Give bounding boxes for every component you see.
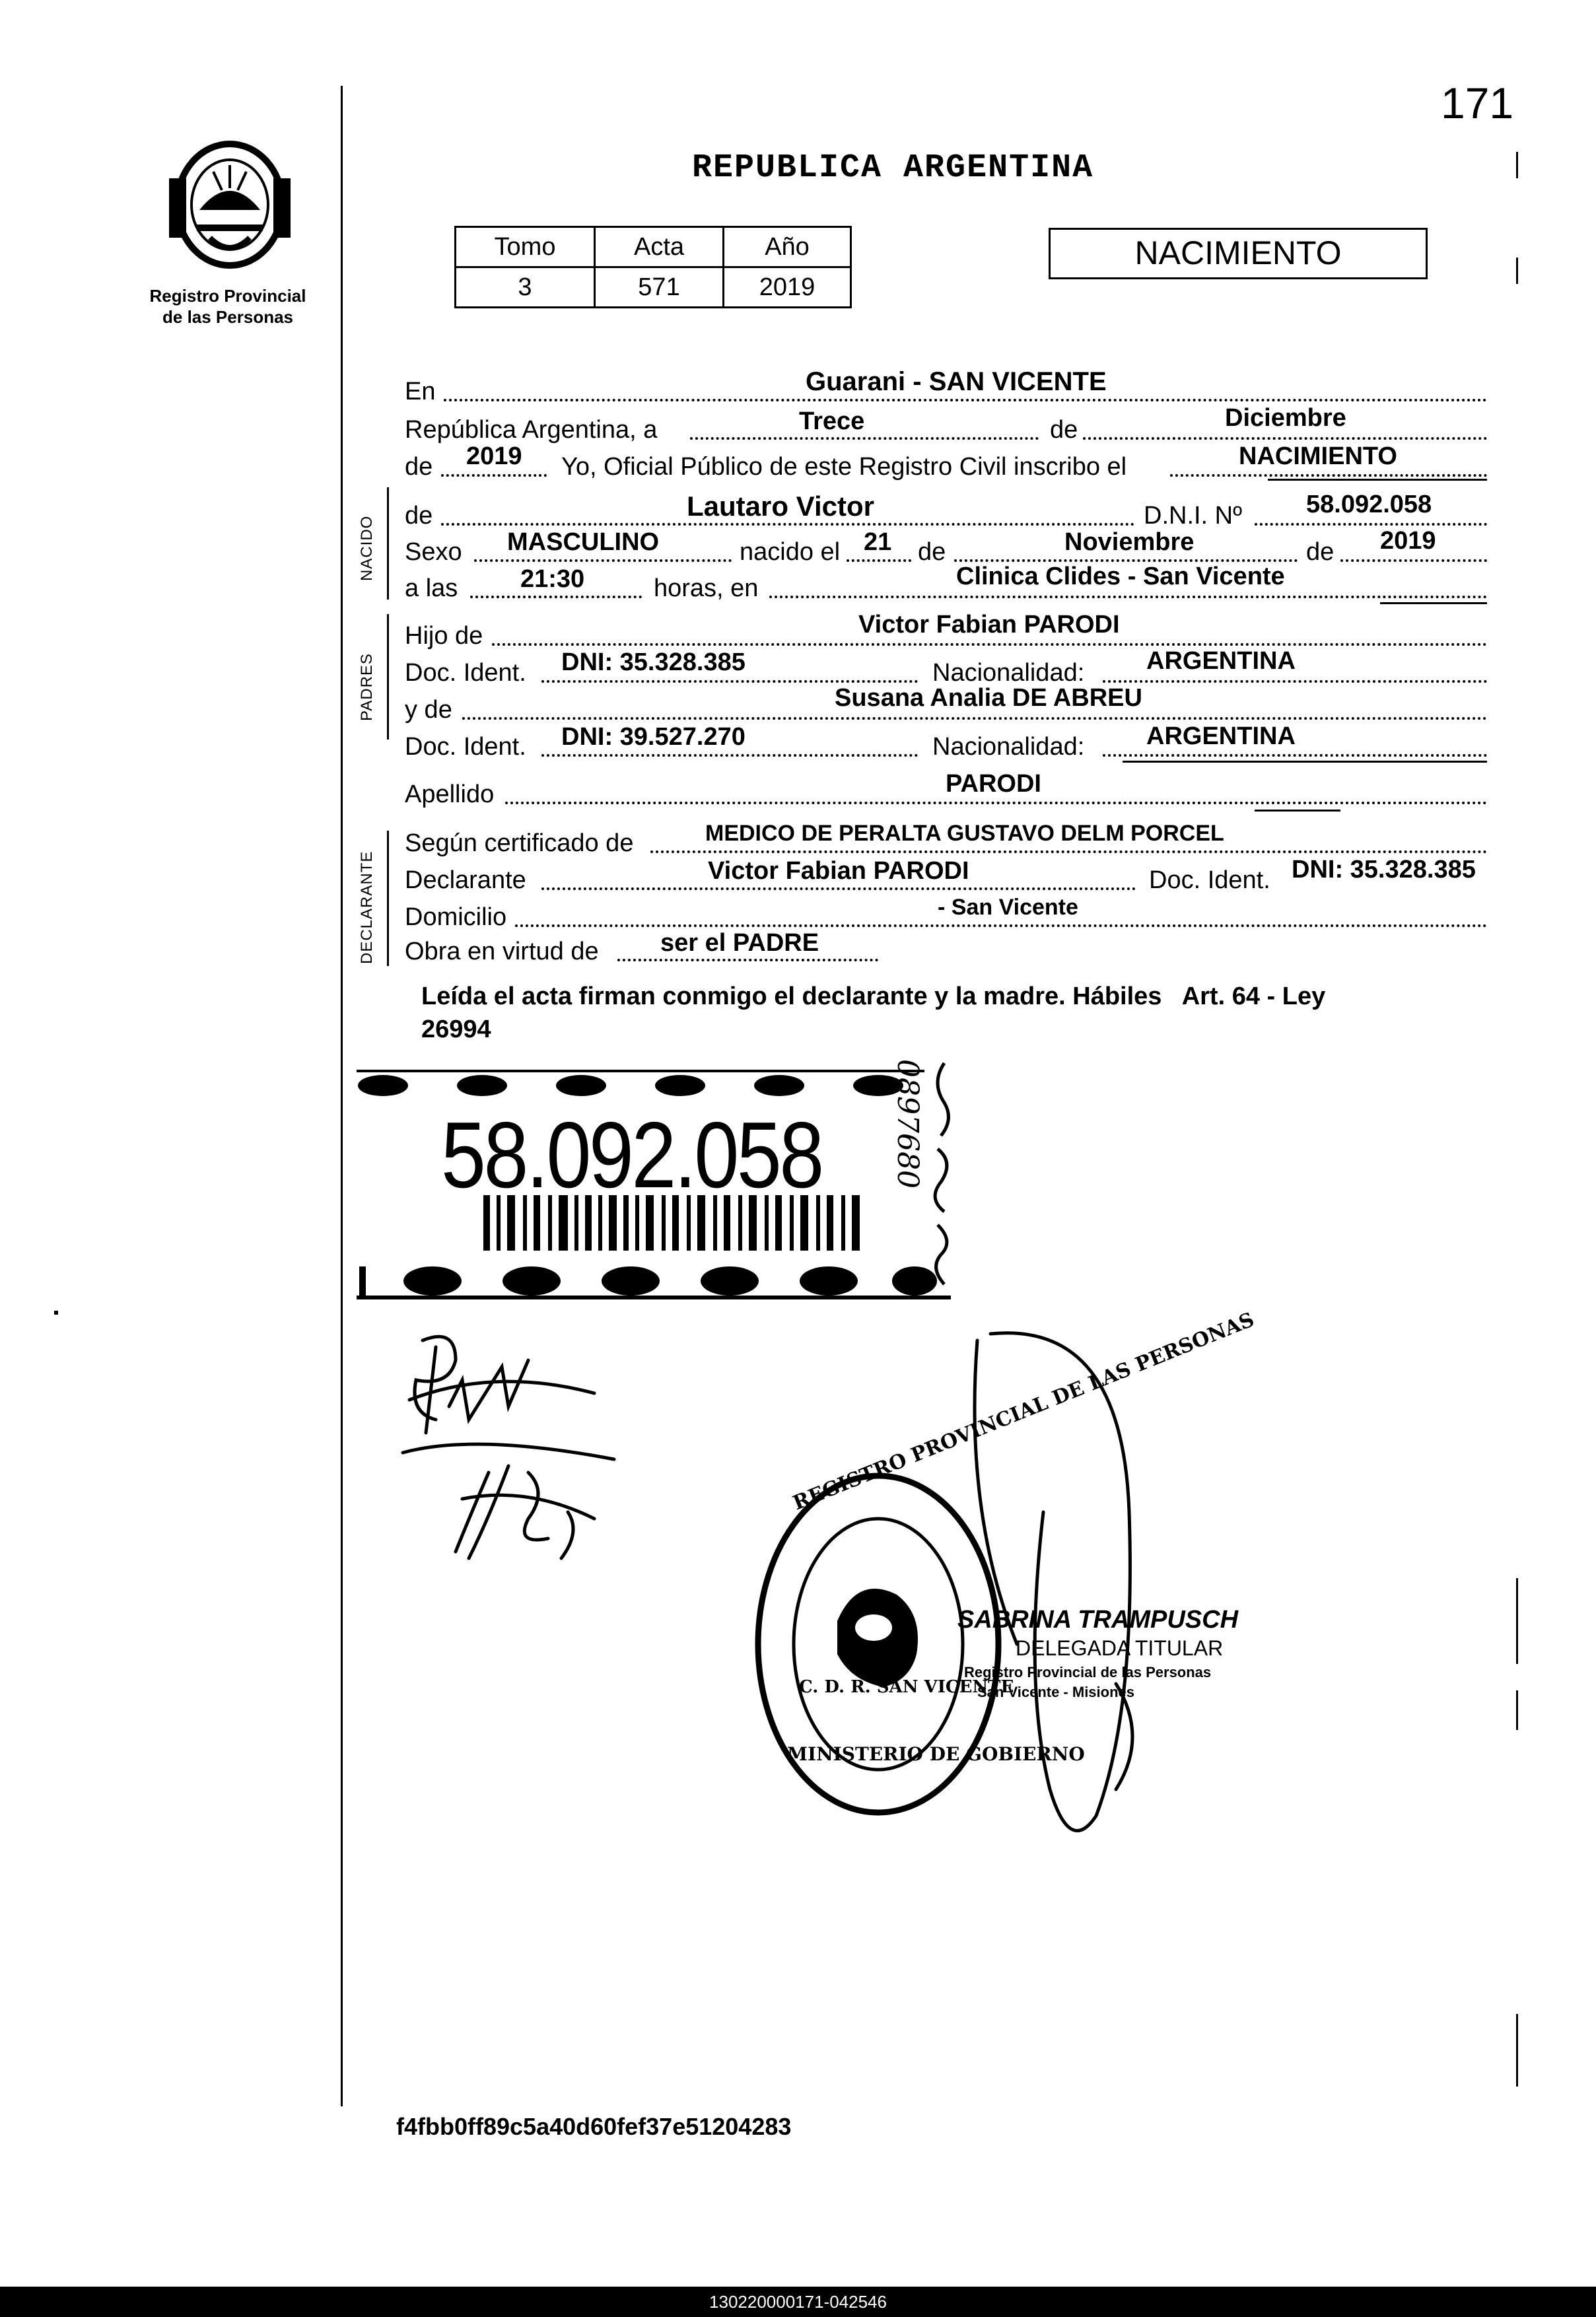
- declarante-section-label: DECLARANTE: [358, 850, 376, 964]
- a-las-label: a las: [405, 574, 458, 602]
- right-margin-mark: [1516, 258, 1518, 284]
- dotted-rule: [1340, 559, 1487, 562]
- horas-en-label: horas, en: [654, 574, 759, 602]
- apellido-label: Apellido: [405, 780, 495, 808]
- de-label: de: [1050, 416, 1078, 444]
- signature-scribble-icon: [396, 1321, 621, 1565]
- dotted-rule: [690, 437, 1039, 440]
- mes-nacimiento: Noviembre: [1064, 528, 1195, 556]
- madre-nombre: Susana Analia DE ABREU: [835, 684, 1142, 712]
- de2-label: de: [405, 453, 433, 481]
- dotted-rule: [617, 959, 878, 961]
- padres-section-label: PADRES: [358, 653, 376, 721]
- doc-ident-label: Doc. Ident.: [405, 733, 526, 761]
- tomo-value: 3: [456, 267, 595, 308]
- sticker-dni-number: 58.092.058: [441, 1103, 822, 1208]
- nacido-el-label: nacido el: [740, 538, 841, 566]
- domicilio-label: Domicilio: [405, 903, 507, 931]
- dia-inscripcion: Trece: [799, 407, 865, 435]
- sexo-value: MASCULINO: [507, 528, 660, 556]
- dotted-rule: [954, 559, 1298, 562]
- anio-nacimiento: 2019: [1380, 527, 1436, 555]
- sticker-handwritten-number: 0897680: [891, 1059, 924, 1189]
- official-registry: Registro Provincial de las Personas: [964, 1664, 1212, 1680]
- table-header: Año: [724, 227, 851, 267]
- padre-nacionalidad: ARGENTINA: [1146, 647, 1296, 675]
- nacido-section-label: NACIDO: [358, 515, 376, 581]
- dotted-rule: [470, 596, 642, 598]
- dni-label: D.N.I. Nº: [1144, 502, 1242, 530]
- republica-label: República Argentina, a: [405, 416, 658, 444]
- table-header: Tomo: [456, 227, 595, 267]
- dotted-rule: [462, 717, 1487, 720]
- section-bracket: [387, 487, 389, 600]
- padre-nombre: Victor Fabian PARODI: [858, 611, 1120, 639]
- seal-bottom-text: MINISTERIO DE GOBIERNO: [787, 1743, 1085, 1765]
- right-margin-mark: [1516, 2014, 1518, 2087]
- document-hash: f4fbb0ff89c5a40d60fef37e51204283: [396, 2113, 792, 2140]
- apellido-value: PARODI: [946, 770, 1041, 798]
- seal-inner-text: C. D. R. SAN VICENTE: [799, 1677, 1014, 1697]
- section-bracket: [387, 614, 389, 740]
- official-name: SABRINA TRAMPUSCH: [957, 1606, 1239, 1634]
- edge-dot: [54, 1311, 58, 1315]
- right-margin-mark: [1516, 152, 1518, 178]
- nombre-nacido: Lautaro Victor: [687, 491, 874, 522]
- right-margin-mark: [1516, 1690, 1518, 1730]
- right-margin-mark: [1516, 1578, 1518, 1664]
- dia-nacimiento: 21: [864, 528, 892, 556]
- sexo-label: Sexo: [405, 538, 462, 566]
- dotted-rule: [474, 559, 732, 562]
- registry-seal-icon: [751, 1469, 1006, 1822]
- record-table: [454, 226, 852, 308]
- dotted-rule: [650, 850, 1487, 853]
- dotted-rule: [441, 523, 1134, 526]
- declarante-nombre: Victor Fabian PARODI: [708, 857, 969, 885]
- dotted-rule: [492, 643, 1487, 646]
- header-title: REPUBLICA ARGENTINA: [692, 149, 1094, 187]
- dotted-rule: [847, 559, 911, 562]
- province-logo: [164, 132, 296, 277]
- official-seal: [751, 1469, 1006, 1822]
- obra-value: ser el PADRE: [660, 929, 819, 957]
- footer-code-bar: 130220000171-042546: [0, 2287, 1596, 2317]
- en-label: En: [405, 378, 436, 405]
- logo-caption-line1: Registro Provincial: [149, 286, 306, 306]
- de-label: de: [1306, 538, 1335, 566]
- doc-ident-label: Doc. Ident.: [1149, 866, 1270, 894]
- oficial-text: Yo, Oficial Público de este Registro Civil inscribo el: [561, 453, 1127, 481]
- official-title: DELEGADA TITULAR: [1016, 1636, 1224, 1660]
- madre-nacionalidad: ARGENTINA: [1146, 722, 1296, 750]
- page-number: 171: [1441, 79, 1514, 127]
- nacionalidad-label: Nacionalidad:: [932, 659, 1085, 687]
- dotted-rule: [1103, 680, 1487, 683]
- separator-line: [1123, 761, 1487, 763]
- dotted-rule: [441, 474, 547, 477]
- mes-inscripcion: Diciembre: [1225, 404, 1346, 432]
- record-type-box: NACIMIENTO: [1049, 228, 1428, 279]
- separator-dash: [1268, 479, 1487, 481]
- logo-caption-line2: de las Personas: [162, 307, 293, 327]
- acta-value: 571: [595, 267, 724, 308]
- separator-dash: [1255, 810, 1340, 812]
- dotted-rule: [769, 596, 1487, 598]
- hijo-de-label: Hijo de: [405, 622, 483, 650]
- certificado-label: Según certificado de: [405, 829, 634, 857]
- nota-line2: 26994: [421, 1016, 491, 1043]
- dotted-rule: [541, 754, 918, 757]
- dotted-rule: [1083, 437, 1487, 440]
- dotted-rule: [541, 887, 1136, 890]
- table-header: Acta: [595, 227, 724, 267]
- de-label: de: [918, 538, 946, 566]
- dotted-rule: [1103, 754, 1487, 757]
- dni-nacido: 58.092.058: [1306, 491, 1432, 518]
- anio-inscripcion: 2019: [466, 442, 522, 470]
- domicilio-value: - San Vicente: [938, 895, 1078, 920]
- declarante-doc: DNI: 35.328.385: [1292, 856, 1476, 883]
- dotted-rule: [1170, 474, 1487, 477]
- dotted-rule: [505, 802, 1487, 804]
- misiones-shield-icon: [164, 132, 296, 277]
- dotted-rule: [1255, 523, 1487, 526]
- inscribo-value: NACIMIENTO: [1239, 442, 1397, 470]
- left-margin-line: [341, 86, 343, 2106]
- y-de-label: y de: [405, 696, 452, 724]
- nacionalidad-label: Nacionalidad:: [932, 733, 1085, 761]
- nacido-de-label: de: [405, 502, 433, 530]
- declarant-signature: [396, 1321, 621, 1565]
- hora-nacimiento: 21:30: [520, 565, 585, 593]
- obra-label: Obra en virtud de: [405, 938, 599, 965]
- madre-doc: DNI: 39.527.270: [561, 723, 746, 751]
- lugar-nacimiento: Clinica Clides - San Vicente: [956, 563, 1285, 590]
- dotted-rule: [515, 924, 1487, 927]
- dotted-rule: [541, 680, 918, 683]
- separator-dash: [1380, 602, 1487, 604]
- certificado-value: MEDICO DE PERALTA GUSTAVO DELM PORCEL: [705, 821, 1224, 846]
- seal-outer-text: REGISTRO PROVINCIAL DE LAS PERSONAS: [790, 1308, 1258, 1515]
- dotted-rule: [444, 399, 1487, 401]
- padre-doc: DNI: 35.328.385: [561, 648, 746, 676]
- declarante-label: Declarante: [405, 866, 526, 894]
- doc-ident-label: Doc. Ident.: [405, 659, 526, 687]
- official-location: San Vicente - Misiones: [977, 1684, 1135, 1700]
- en-value: Guarani - SAN VICENTE: [806, 367, 1107, 396]
- nota-line1: Leída el acta firman conmigo el declarante y la madre. Hábiles Art. 64 - Ley: [421, 983, 1326, 1010]
- section-bracket: [387, 831, 389, 966]
- anio-value: 2019: [724, 267, 851, 308]
